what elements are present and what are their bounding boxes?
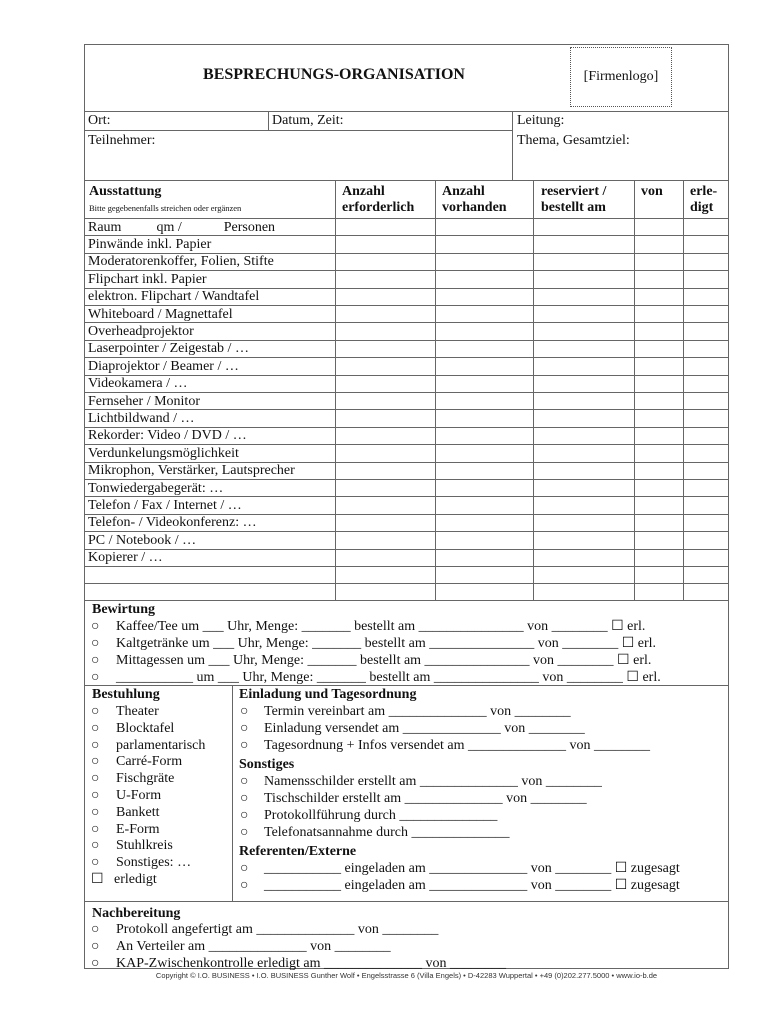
table-cell[interactable] bbox=[683, 409, 729, 426]
radio-icon[interactable]: ○ bbox=[91, 939, 100, 954]
table-cell[interactable] bbox=[533, 444, 634, 461]
bewirtung-title: Bewirtung bbox=[92, 602, 155, 617]
radio-icon[interactable]: ○ bbox=[91, 922, 100, 937]
list-item: Stuhlkreis bbox=[116, 838, 173, 854]
table-cell[interactable] bbox=[435, 392, 533, 409]
header-line: Anzahl bbox=[342, 184, 385, 199]
table-cell[interactable] bbox=[533, 427, 634, 444]
table-cell[interactable] bbox=[634, 514, 683, 531]
table-cell[interactable] bbox=[683, 288, 729, 305]
header-line: vorhanden bbox=[442, 200, 507, 215]
radio-icon[interactable]: ○ bbox=[91, 855, 100, 871]
table-cell[interactable] bbox=[435, 270, 533, 287]
table-cell[interactable] bbox=[683, 514, 729, 531]
page-title: BESPRECHUNGS-ORGANISATION bbox=[203, 66, 465, 83]
table-row-label: Moderatorenkoffer, Folien, Stifte bbox=[88, 254, 274, 270]
table-row-label: elektron. Flipchart / Wandtafel bbox=[88, 289, 260, 305]
table-cell[interactable] bbox=[634, 305, 683, 322]
table-cell[interactable] bbox=[634, 322, 683, 339]
table-row-label: Pinwände inkl. Papier bbox=[88, 236, 212, 252]
datum-field[interactable]: Datum, Zeit: bbox=[272, 113, 344, 128]
radio-icon[interactable]: ○ bbox=[240, 721, 249, 736]
table-cell[interactable] bbox=[683, 340, 729, 357]
radio-icon[interactable]: ○ bbox=[240, 738, 249, 753]
list-item: ___________ eingeladen am ______________ von ________ ☐ zugesagt bbox=[264, 878, 680, 893]
table-cell[interactable] bbox=[634, 253, 683, 270]
table-cell[interactable] bbox=[435, 218, 533, 235]
referenten-title: Referenten/Externe bbox=[239, 844, 357, 859]
table-row-label: Lichtbildwand / … bbox=[88, 410, 195, 426]
table-cell[interactable] bbox=[683, 375, 729, 392]
table-cell[interactable] bbox=[533, 583, 634, 600]
table-cell[interactable] bbox=[683, 479, 729, 496]
table-cell[interactable] bbox=[435, 340, 533, 357]
list-item: ___________ um ___ Uhr, Menge: _______ bestellt am _______________ von ________ ☐ erl. bbox=[116, 670, 661, 685]
table-cell[interactable] bbox=[683, 462, 729, 479]
table-cell[interactable] bbox=[634, 375, 683, 392]
list-item: Protokoll angefertigt am ______________ von ________ bbox=[116, 922, 439, 937]
list-item: Einladung versendet am ______________ von ________ bbox=[264, 721, 585, 736]
list-item: E-Form bbox=[116, 821, 160, 837]
table-row-label: Overheadprojektor bbox=[88, 323, 194, 339]
radio-icon[interactable]: ○ bbox=[91, 838, 100, 854]
table-row-label: Kopierer / … bbox=[88, 550, 163, 566]
table-cell[interactable] bbox=[533, 462, 634, 479]
table-cell[interactable] bbox=[533, 496, 634, 513]
table-row-label: Whiteboard / Magnettafel bbox=[88, 306, 233, 322]
teilnehmer-field[interactable]: Teilnehmer: bbox=[88, 133, 156, 148]
radio-icon[interactable]: ○ bbox=[91, 636, 100, 651]
radio-icon[interactable]: ○ bbox=[91, 619, 100, 634]
divider bbox=[268, 111, 269, 130]
table-cell[interactable] bbox=[335, 409, 435, 426]
list-item: Mittagessen um ___ Uhr, Menge: _______ bestellt am _______________ von ________ ☐ erl. bbox=[116, 653, 652, 668]
table-cell[interactable] bbox=[533, 270, 634, 287]
table-cell[interactable] bbox=[533, 322, 634, 339]
table-cell[interactable] bbox=[335, 357, 435, 374]
table-cell[interactable] bbox=[435, 409, 533, 426]
table-cell[interactable] bbox=[683, 427, 729, 444]
table-cell[interactable] bbox=[335, 427, 435, 444]
table-cell[interactable] bbox=[683, 444, 729, 461]
radio-icon[interactable]: ○ bbox=[91, 821, 100, 837]
table-cell[interactable] bbox=[634, 392, 683, 409]
table-row-label: Raum qm / Personen bbox=[88, 219, 276, 235]
table-cell[interactable] bbox=[335, 514, 435, 531]
list-item: Telefonatsannahme durch ______________ bbox=[264, 825, 510, 840]
table-cell[interactable] bbox=[435, 496, 533, 513]
anzahl-erforderlich-header bbox=[342, 184, 414, 216]
header-line: reserviert / bbox=[541, 184, 607, 199]
table-cell[interactable] bbox=[683, 583, 729, 600]
table-row-label: Verdunkelungsmöglichkeit bbox=[88, 445, 239, 461]
divider bbox=[84, 130, 512, 131]
table-cell[interactable] bbox=[435, 427, 533, 444]
table-cell[interactable] bbox=[634, 357, 683, 374]
table-cell[interactable] bbox=[335, 322, 435, 339]
radio-icon[interactable]: ○ bbox=[91, 956, 100, 971]
table-cell[interactable] bbox=[533, 218, 634, 235]
divider bbox=[84, 600, 729, 601]
table-cell[interactable] bbox=[435, 322, 533, 339]
table-cell[interactable] bbox=[335, 253, 435, 270]
einladung-title: Einladung und Tagesordnung bbox=[239, 687, 417, 702]
thema-field[interactable]: Thema, Gesamtziel: bbox=[517, 133, 630, 148]
radio-icon[interactable]: ○ bbox=[91, 653, 100, 668]
radio-icon[interactable]: ○ bbox=[91, 788, 100, 803]
ausstattung-title: Ausstattung bbox=[89, 184, 162, 199]
table-cell[interactable] bbox=[435, 514, 533, 531]
divider bbox=[84, 111, 729, 112]
table-cell[interactable] bbox=[634, 427, 683, 444]
company-logo-placeholder: [Firmenlogo] bbox=[570, 47, 672, 107]
nachbereitung-title: Nachbereitung bbox=[92, 906, 181, 921]
table-cell[interactable] bbox=[634, 566, 683, 583]
table-cell[interactable] bbox=[335, 305, 435, 322]
table-cell[interactable] bbox=[533, 566, 634, 583]
erledigt-label: erledigt bbox=[114, 872, 157, 887]
table-cell[interactable] bbox=[634, 340, 683, 357]
table-row-label: Diaprojektor / Beamer / … bbox=[88, 358, 239, 374]
table-row-label: PC / Notebook / … bbox=[88, 532, 197, 548]
table-cell[interactable] bbox=[435, 305, 533, 322]
divider bbox=[512, 111, 513, 180]
table-cell[interactable] bbox=[335, 270, 435, 287]
table-cell[interactable] bbox=[533, 392, 634, 409]
table-cell[interactable] bbox=[634, 583, 683, 600]
ausstattung-header bbox=[89, 184, 241, 216]
leitung-field[interactable]: Leitung: bbox=[517, 113, 565, 128]
table-cell[interactable] bbox=[435, 444, 533, 461]
list-item: Bankett bbox=[116, 804, 160, 820]
table-cell[interactable] bbox=[634, 531, 683, 548]
table-row-label: Flipchart inkl. Papier bbox=[88, 271, 207, 287]
table-cell[interactable] bbox=[533, 253, 634, 270]
anzahl-vorhanden-header bbox=[442, 184, 507, 216]
divider bbox=[232, 685, 233, 901]
list-item: ___________ eingeladen am ______________ von ________ ☐ zugesagt bbox=[264, 861, 680, 876]
table-cell[interactable] bbox=[435, 288, 533, 305]
list-item: Kaffee/Tee um ___ Uhr, Menge: _______ bestellt am _______________ von ________ ☐ erl. bbox=[116, 619, 646, 634]
list-item: Theater bbox=[116, 704, 159, 719]
radio-icon[interactable]: ○ bbox=[240, 808, 249, 823]
table-cell[interactable] bbox=[683, 305, 729, 322]
table-row-label: Fernseher / Monitor bbox=[88, 393, 200, 409]
table-cell[interactable] bbox=[335, 392, 435, 409]
list-item: An Verteiler am ______________ von ________ bbox=[116, 939, 391, 954]
list-item: Namensschilder erstellt am ______________ von ________ bbox=[264, 774, 602, 789]
sonstiges-title: Sonstiges bbox=[239, 757, 295, 772]
table-cell[interactable] bbox=[634, 235, 683, 252]
radio-icon[interactable]: ○ bbox=[240, 791, 249, 806]
table-cell[interactable] bbox=[435, 531, 533, 548]
table-row-label: Videokamera / … bbox=[88, 376, 188, 392]
footer-copyright: Copyright © I.O. BUSINESS • I.O. BUSINESS Gunther Wolf • Engelsstrasse 6 (Villa Engels) • D-42283 Wuppertal • +49 (0)202.277.5000 • www.io-b.de bbox=[155, 971, 658, 980]
table-row-label: Tonwiedergabegerät: … bbox=[88, 480, 224, 496]
table-row-label: Telefon / Fax / Internet / … bbox=[88, 497, 242, 513]
table-cell[interactable] bbox=[435, 479, 533, 496]
table-cell[interactable] bbox=[683, 322, 729, 339]
table-cell[interactable] bbox=[335, 340, 435, 357]
header-line: bestellt am bbox=[541, 200, 606, 215]
divider bbox=[84, 901, 729, 902]
table-cell[interactable] bbox=[683, 357, 729, 374]
table-cell[interactable] bbox=[435, 549, 533, 566]
table-cell[interactable] bbox=[335, 218, 435, 235]
list-item: parlamentarisch bbox=[116, 737, 206, 753]
table-cell[interactable] bbox=[533, 549, 634, 566]
table-cell[interactable] bbox=[683, 549, 729, 566]
table-cell[interactable] bbox=[435, 566, 533, 583]
table-cell[interactable] bbox=[335, 375, 435, 392]
bestuhlung-title: Bestuhlung bbox=[92, 687, 160, 702]
table-cell[interactable] bbox=[533, 479, 634, 496]
table-cell[interactable] bbox=[634, 462, 683, 479]
table-cell[interactable] bbox=[435, 253, 533, 270]
radio-icon[interactable]: ○ bbox=[240, 861, 249, 876]
table-cell[interactable] bbox=[335, 479, 435, 496]
table-cell[interactable] bbox=[435, 462, 533, 479]
table-cell[interactable] bbox=[335, 462, 435, 479]
list-item: Kaltgetränke um ___ Uhr, Menge: _______ bestellt am _______________ von ________ ☐ erl. bbox=[116, 636, 657, 651]
radio-icon[interactable]: ○ bbox=[240, 878, 249, 893]
table-cell[interactable] bbox=[335, 531, 435, 548]
header-line: erforderlich bbox=[342, 200, 415, 215]
table-cell[interactable] bbox=[634, 409, 683, 426]
table-cell[interactable] bbox=[634, 288, 683, 305]
table-cell[interactable] bbox=[435, 357, 533, 374]
table-cell[interactable] bbox=[435, 235, 533, 252]
table-cell[interactable] bbox=[683, 496, 729, 513]
table-cell[interactable] bbox=[683, 566, 729, 583]
list-item: Sonstiges: … bbox=[116, 855, 192, 871]
table-cell[interactable] bbox=[533, 514, 634, 531]
von-header: von bbox=[641, 184, 663, 199]
list-item: Fischgräte bbox=[116, 771, 175, 787]
ausstattung-hint: Bitte gegebenenfalls streichen oder ergänzen bbox=[89, 203, 242, 213]
list-item: U-Form bbox=[116, 788, 162, 803]
ort-field[interactable]: Ort: bbox=[88, 113, 111, 128]
radio-icon[interactable]: ○ bbox=[91, 804, 100, 820]
radio-icon[interactable]: ○ bbox=[240, 704, 249, 719]
table-cell[interactable] bbox=[634, 479, 683, 496]
header-line: Anzahl bbox=[442, 184, 485, 199]
table-cell[interactable] bbox=[335, 566, 435, 583]
radio-icon[interactable]: ○ bbox=[91, 670, 100, 685]
list-item: Carré-Form bbox=[116, 754, 183, 770]
table-cell[interactable] bbox=[533, 235, 634, 252]
radio-icon[interactable]: ○ bbox=[91, 771, 100, 787]
table-cell[interactable] bbox=[533, 340, 634, 357]
table-cell[interactable] bbox=[533, 531, 634, 548]
table-cell[interactable] bbox=[533, 288, 634, 305]
table-cell[interactable] bbox=[533, 305, 634, 322]
table-row-label: Telefon- / Videokonferenz: … bbox=[88, 515, 257, 531]
table-cell[interactable] bbox=[533, 375, 634, 392]
table-cell[interactable] bbox=[335, 235, 435, 252]
table-cell[interactable] bbox=[683, 235, 729, 252]
list-item: Termin vereinbart am ______________ von ________ bbox=[264, 704, 571, 719]
table-cell[interactable] bbox=[683, 531, 729, 548]
list-item: Protokollführung durch ______________ bbox=[264, 808, 498, 823]
table-row-label: Mikrophon, Verstärker, Lautsprecher bbox=[88, 463, 295, 479]
table-cell[interactable] bbox=[335, 444, 435, 461]
radio-icon[interactable]: ○ bbox=[240, 825, 249, 840]
header-line: erle- bbox=[690, 184, 718, 199]
checkbox-icon[interactable]: ☐ bbox=[91, 872, 104, 887]
table-cell[interactable] bbox=[335, 549, 435, 566]
table-row-label: Laserpointer / Zeigestab / … bbox=[88, 341, 249, 357]
table-cell[interactable] bbox=[634, 496, 683, 513]
radio-icon[interactable]: ○ bbox=[91, 720, 100, 736]
table-cell[interactable] bbox=[435, 375, 533, 392]
table-cell[interactable] bbox=[683, 218, 729, 235]
header-line: digt bbox=[690, 200, 714, 215]
table-row-label: Rekorder: Video / DVD / … bbox=[88, 428, 247, 444]
table-cell[interactable] bbox=[533, 357, 634, 374]
table-cell[interactable] bbox=[683, 253, 729, 270]
list-item: Tagesordnung + Infos versendet am ______________ von ________ bbox=[264, 738, 651, 753]
divider bbox=[84, 180, 729, 181]
table-cell[interactable] bbox=[634, 270, 683, 287]
radio-icon[interactable]: ○ bbox=[240, 774, 249, 789]
list-item: Tischschilder erstellt am ______________ von ________ bbox=[264, 791, 587, 806]
reserviert-header bbox=[541, 184, 606, 216]
table-cell[interactable] bbox=[335, 583, 435, 600]
table-cell[interactable] bbox=[533, 409, 634, 426]
list-item: KAP-Zwischenkontrolle erledigt am ______________ von ________ bbox=[116, 956, 507, 971]
list-item: Blocktafel bbox=[116, 720, 175, 736]
table-cell[interactable] bbox=[335, 496, 435, 513]
table-cell[interactable] bbox=[335, 288, 435, 305]
radio-icon[interactable]: ○ bbox=[91, 704, 100, 719]
table-cell[interactable] bbox=[634, 549, 683, 566]
table-cell[interactable] bbox=[435, 583, 533, 600]
table-cell[interactable] bbox=[683, 392, 729, 409]
table-cell[interactable] bbox=[634, 218, 683, 235]
radio-icon[interactable]: ○ bbox=[91, 754, 100, 770]
radio-icon[interactable]: ○ bbox=[91, 737, 100, 753]
table-cell[interactable] bbox=[634, 444, 683, 461]
table-cell[interactable] bbox=[683, 270, 729, 287]
erledigt-header bbox=[690, 184, 717, 216]
